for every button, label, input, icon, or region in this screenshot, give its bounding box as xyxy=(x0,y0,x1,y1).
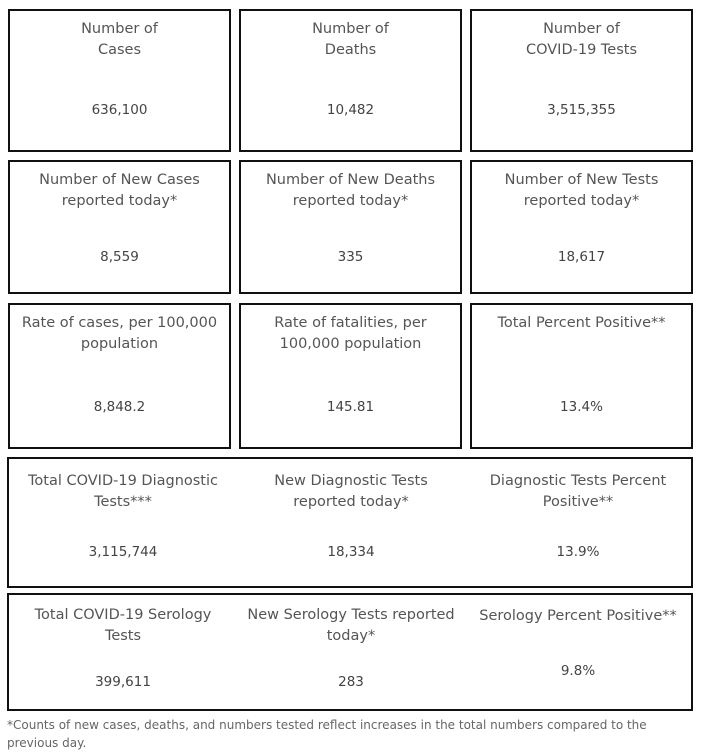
cases-card xyxy=(8,9,231,152)
tests-value: 3,515,355 xyxy=(547,102,616,118)
serology-total-cell xyxy=(9,595,237,709)
new-deaths-value: 335 xyxy=(337,249,364,265)
serology-total-value: 399,611 xyxy=(95,674,151,690)
new-tests-label: Number of New Tests reported today* xyxy=(504,172,659,209)
diagnostic-percent-label: Diagnostic Tests Percent Positive** xyxy=(489,473,667,510)
percent-positive-card xyxy=(470,303,693,449)
serology-total-label: Total COVID-19 Serology Tests xyxy=(34,607,212,644)
new-tests-value: 18,617 xyxy=(557,249,606,265)
diagnostic-percent-cell xyxy=(465,459,691,586)
serology-tests-panel xyxy=(7,593,693,711)
fatality-rate-value: 145.81 xyxy=(326,399,375,415)
new-cases-value: 8,559 xyxy=(100,249,139,265)
new-cases-card xyxy=(8,160,231,294)
footnote: *Counts of new cases, deaths, and numbers tested reflect increases in the total numbers compared to the previous day. xyxy=(7,718,647,750)
serology-percent-value: 9.8% xyxy=(560,663,596,679)
diagnostic-total-value: 3,115,744 xyxy=(88,544,158,560)
new-deaths-label: Number of New Deaths reported today* xyxy=(265,172,436,209)
tests-card xyxy=(470,9,693,152)
diagnostic-new-label: New Diagnostic Tests reported today* xyxy=(274,473,428,510)
new-deaths-card xyxy=(239,160,462,294)
cases-value: 636,100 xyxy=(91,102,148,118)
fatality-rate-label: Rate of fatalities, per 100,000 population xyxy=(274,315,427,352)
diagnostic-new-value: 18,334 xyxy=(327,544,375,560)
diagnostic-total-label: Total COVID-19 Diagnostic Tests*** xyxy=(28,473,218,510)
cases-label: Number of Cases xyxy=(81,21,158,58)
serology-percent-label: Serology Percent Positive** xyxy=(479,608,677,624)
tests-label: Number of COVID-19 Tests xyxy=(525,21,638,58)
case-rate-card xyxy=(8,303,231,449)
new-cases-label: Number of New Cases reported today* xyxy=(39,172,200,209)
serology-percent-cell xyxy=(465,595,691,709)
case-rate-value: 8,848.2 xyxy=(93,399,146,415)
percent-positive-label: Total Percent Positive** xyxy=(497,315,666,331)
diagnostic-percent-value: 13.9% xyxy=(556,544,600,560)
diagnostic-total-cell xyxy=(9,459,237,586)
diagnostic-new-cell xyxy=(237,459,465,586)
fatality-rate-card xyxy=(239,303,462,449)
new-tests-card xyxy=(470,160,693,294)
serology-new-cell xyxy=(237,595,465,709)
serology-new-value: 283 xyxy=(338,674,364,690)
deaths-card xyxy=(239,9,462,152)
case-rate-label: Rate of cases, per 100,000 population xyxy=(21,315,218,352)
diagnostic-tests-panel xyxy=(7,457,693,588)
deaths-value: 10,482 xyxy=(326,102,375,118)
deaths-label: Number of Deaths xyxy=(312,21,389,58)
percent-positive-value: 13.4% xyxy=(560,399,603,415)
serology-new-label: New Serology Tests reported today* xyxy=(247,607,455,644)
